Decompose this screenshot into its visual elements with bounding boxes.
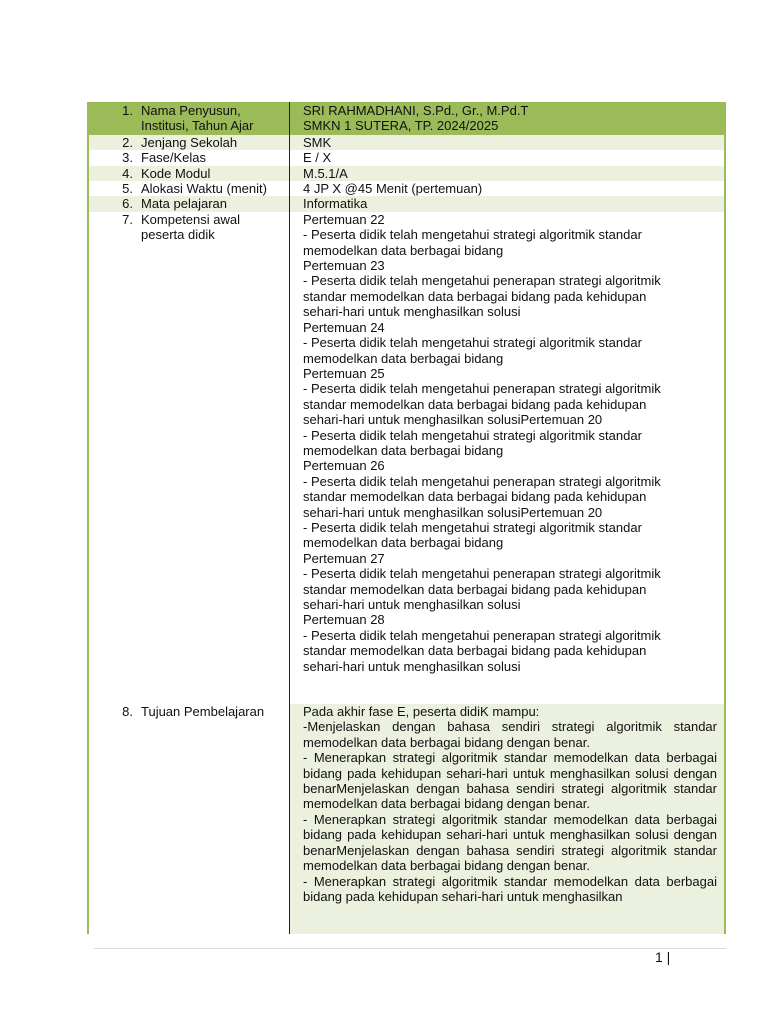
value-paragraph: - Menerapkan strategi algoritmik standar memodelkan data berbagai bidang pada kehidupan sehari-hari untuk menghasilkan solusi dengan benarMenjelaskan dengan bahasa sendiri strategi algoritmik standar memodelkan data berbagai bidang dengan benar. [303, 750, 717, 812]
label-line: Tujuan Pembelajaran [141, 704, 265, 720]
value-line: Informatika [303, 196, 368, 212]
value-line: memodelkan data berbagai bidang [303, 535, 504, 551]
spacer [303, 674, 717, 689]
value-line: SMK [303, 134, 332, 150]
value-line: SRI RAHMADHANI, S.Pd., Gr., M.Pd.T [303, 103, 529, 118]
row-number: 3. [88, 150, 141, 165]
value-line: standar memodelkan data berbagai bidang pada kehidupan [303, 643, 647, 659]
value-line: - Peserta didik telah mengetahui penerapan strategi algoritmik [303, 566, 661, 582]
value-line: Pertemuan 23 [303, 258, 385, 274]
value-line: sehari-hari untuk menghasilkan solusi [303, 597, 521, 612]
value-paragraph: Pada akhir fase E, peserta didiK mampu: [303, 704, 540, 720]
table-row [88, 181, 725, 196]
label-line: Kode Modul [141, 165, 211, 181]
table-row [88, 704, 725, 934]
value-line: sehari-hari untuk menghasilkan solusiPertemuan 20 [303, 412, 603, 428]
row-label [141, 150, 290, 165]
value-line: Pertemuan 24 [303, 319, 385, 335]
value-line: - Peserta didik telah mengetahui strategi algoritmik standar [303, 227, 642, 243]
spacer [303, 689, 717, 704]
value-line: Pertemuan 27 [303, 550, 385, 566]
table-row [88, 196, 725, 211]
row-number: 8. [88, 704, 141, 934]
row-value [290, 135, 726, 150]
value-line: memodelkan data berbagai bidang [303, 350, 504, 366]
footer-divider [94, 948, 726, 949]
table-row [88, 150, 725, 165]
value-line: standar memodelkan data berbagai bidang pada kehidupan [303, 581, 647, 597]
value-line: M.5.1/A [303, 165, 348, 181]
value-line: 4 JP X @45 Menit (pertemuan) [303, 181, 483, 197]
label-line: Alokasi Waktu (menit) [141, 181, 267, 197]
value-line: Pertemuan 22 [303, 211, 385, 227]
row-value [290, 196, 726, 211]
value-paragraph: - Menerapkan strategi algoritmik standar memodelkan data berbagai bidang pada kehidupan sehari-hari untuk menghasilkan solusi dengan benarMenjelaskan dengan bahasa sendiri strategi algoritmik standar memodelkan data berbagai bidang dengan benar. [303, 811, 717, 874]
row-value [290, 181, 726, 196]
value-line: - Peserta didik telah mengetahui strategi algoritmik standar [303, 427, 642, 443]
value-line: - Peserta didik telah mengetahui strategi algoritmik standar [303, 335, 642, 351]
value-line: memodelkan data berbagai bidang [303, 442, 504, 458]
row-value [290, 212, 726, 704]
table-row [88, 212, 725, 704]
value-line: standar memodelkan data berbagai bidang pada kehidupan [303, 288, 647, 304]
row-number: 7. [88, 212, 141, 704]
value-line: Pertemuan 28 [303, 612, 385, 628]
table-row [88, 135, 725, 150]
label-line: Institusi, Tahun Ajar [141, 118, 254, 134]
page-number: 1 | [655, 949, 671, 965]
value-line: Pertemuan 25 [303, 365, 385, 381]
label-line: Kompetensi awal [141, 211, 240, 227]
value-line: sehari-hari untuk menghasilkan solusiPertemuan 20 [303, 504, 603, 520]
value-paragraph: -Menjelaskan dengan bahasa sendiri strategi algoritmik standar memodelkan data berbagai bidang dengan benar. [303, 719, 717, 750]
value-line: - Peserta didik telah mengetahui penerapan strategi algoritmik [303, 273, 661, 289]
row-number: 5. [88, 181, 141, 196]
label-line: Jenjang Sekolah [141, 134, 238, 150]
row-value [290, 704, 726, 934]
table-row [88, 166, 725, 181]
label-line: peserta didik [141, 227, 215, 243]
value-line: memodelkan data berbagai bidang [303, 242, 504, 258]
module-info-table [87, 102, 726, 934]
label-line: Fase/Kelas [141, 150, 207, 166]
label-line: Nama Penyusun, [141, 103, 241, 118]
label-line: Mata pelajaran [141, 196, 227, 212]
row-value [290, 150, 726, 165]
row-number: 6. [88, 196, 141, 211]
value-line: standar memodelkan data berbagai bidang pada kehidupan [303, 489, 647, 505]
row-label [141, 181, 290, 196]
row-value [290, 102, 726, 135]
value-line: sehari-hari untuk menghasilkan solusi [303, 658, 521, 674]
value-line: sehari-hari untuk menghasilkan solusi [303, 304, 521, 320]
value-paragraph: - Menerapkan strategi algoritmik standar memodelkan data berbagai bidang pada kehidupan sehari-hari untuk menghasilkan [303, 873, 717, 904]
value-line: E / X [303, 150, 332, 166]
value-line: Pertemuan 26 [303, 458, 385, 474]
value-line: - Peserta didik telah mengetahui penerapan strategi algoritmik [303, 381, 661, 397]
value-line: SMKN 1 SUTERA, TP. 2024/2025 [303, 118, 499, 134]
row-value [290, 166, 726, 181]
value-line: standar memodelkan data berbagai bidang pada kehidupan [303, 396, 647, 412]
row-label [141, 212, 290, 704]
row-number: 4. [88, 166, 141, 181]
row-label [141, 166, 290, 181]
table-row [88, 102, 725, 135]
row-label [141, 704, 290, 934]
value-line: - Peserta didik telah mengetahui penerapan strategi algoritmik [303, 627, 661, 643]
value-line: - Peserta didik telah mengetahui strategi algoritmik standar [303, 519, 642, 535]
row-number: 1. [88, 102, 141, 135]
row-label [141, 102, 290, 135]
value-line: - Peserta didik telah mengetahui penerapan strategi algoritmik [303, 473, 661, 489]
row-label [141, 135, 290, 150]
row-number: 2. [88, 135, 141, 150]
row-label [141, 196, 290, 211]
